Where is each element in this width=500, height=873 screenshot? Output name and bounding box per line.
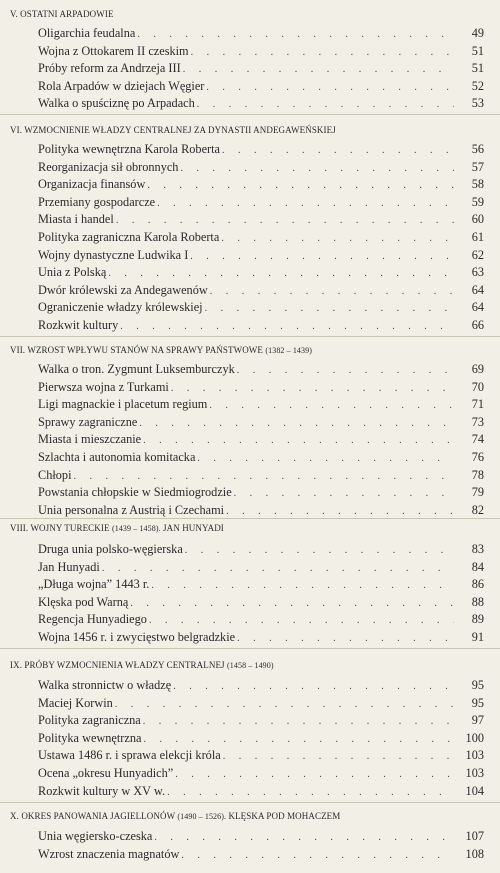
toc-entry — [38, 159, 484, 177]
chapter-title: OKRES PANOWANIA JAGIELLONÓW — [21, 811, 176, 821]
toc-entry — [38, 747, 484, 765]
dot-leader — [139, 415, 454, 433]
dot-leader — [149, 612, 454, 630]
chapter-subtitle: KLĘSKA POD MOHACZEM — [228, 811, 341, 821]
chapter-heading — [10, 9, 114, 19]
toc-entry — [38, 695, 484, 713]
dot-leader — [183, 61, 454, 79]
chapter-number: VII. — [10, 345, 26, 355]
entry-page: 103 — [465, 748, 484, 763]
dot-leader — [181, 847, 454, 865]
entry-page: 64 — [471, 300, 484, 315]
entry-page: 62 — [471, 247, 484, 262]
toc-entry — [38, 765, 484, 783]
chapter-entries — [38, 677, 484, 800]
entry-title: Próby reform za Andrzeja III — [38, 61, 181, 76]
entry-page: 84 — [471, 559, 484, 574]
dot-leader — [130, 595, 454, 613]
entry-page: 56 — [471, 142, 484, 156]
entry-title: Polityka zagraniczna Karola Roberta — [38, 229, 220, 244]
entry-title: Polityka wewnętrzna — [38, 730, 142, 745]
dot-leader — [157, 195, 454, 213]
toc-entry — [38, 299, 484, 317]
dot-leader — [180, 160, 454, 178]
section-divider — [0, 518, 500, 519]
entry-title: Ustawa 1486 r. i sprawa elekcji króla — [38, 748, 221, 763]
toc-entry — [38, 25, 484, 43]
dot-leader — [222, 142, 454, 160]
dot-leader — [237, 362, 454, 380]
entry-title: Sprawy zagraniczne — [38, 414, 138, 429]
entry-page: 79 — [471, 485, 484, 500]
entry-page: 103 — [465, 765, 484, 780]
entry-page: 76 — [471, 449, 484, 464]
toc-entry — [38, 247, 484, 265]
entry-page: 95 — [471, 695, 484, 710]
dot-leader — [116, 212, 454, 230]
dot-leader — [143, 432, 454, 450]
chapter-subtitle: JAN HUNYADI — [163, 523, 224, 533]
dot-leader — [221, 230, 454, 248]
entry-page: 108 — [465, 846, 484, 861]
entry-page: 83 — [471, 542, 484, 556]
toc-entry — [38, 467, 484, 485]
entry-page: 89 — [471, 612, 484, 627]
entry-title: Polityka wewnętrzna Karola Roberta — [38, 142, 220, 156]
toc-entry — [38, 449, 484, 467]
dot-leader — [210, 283, 454, 301]
entry-title: Organizacja finansów — [38, 177, 146, 192]
toc-entry — [38, 712, 484, 730]
entry-title: Wojna z Ottokarem II czeskim — [38, 43, 189, 58]
entry-title: Unia węgiersko-czeska — [38, 829, 153, 843]
chapter-heading — [10, 811, 340, 821]
entry-page: 78 — [471, 467, 484, 482]
entry-title: Wzrost znaczenia magnatów — [38, 846, 180, 861]
chapter-title: WZMOCNIENIE WŁADZY CENTRALNEJ ZA DYNASTII ANDEGAWEŃSKIEJ — [24, 125, 336, 135]
entry-page: 88 — [471, 594, 484, 609]
entry-title: Klęska pod Warną — [38, 594, 129, 609]
dot-leader — [151, 577, 454, 595]
dot-leader — [175, 766, 454, 784]
entry-title: Walka o tron. Zygmunt Luksemburczyk — [38, 362, 235, 376]
toc-entry — [38, 730, 484, 748]
entry-title: Unia z Polską — [38, 265, 107, 280]
entry-title: Walka o spuściznę po Arpadach — [38, 96, 195, 111]
dot-leader — [234, 485, 454, 503]
entry-title: Chłopi — [38, 467, 72, 482]
dot-leader — [205, 300, 454, 318]
entry-title: Pierwsza wojna z Turkami — [38, 379, 169, 394]
toc-entry — [38, 677, 484, 695]
dot-leader — [102, 560, 454, 578]
toc-entry — [38, 78, 484, 96]
chapter-heading — [10, 660, 274, 670]
toc-entry — [38, 611, 484, 629]
toc-entry — [38, 431, 484, 449]
toc-entry — [38, 194, 484, 212]
entry-title: Maciej Korwin — [38, 695, 113, 710]
dot-leader — [167, 784, 454, 802]
entry-title: Ocena „okresu Hunyadich” — [38, 765, 174, 780]
entry-title: Wojny dynastyczne Ludwika I — [38, 247, 189, 262]
dot-leader — [137, 26, 454, 44]
toc-entry — [38, 141, 484, 159]
toc-entry — [38, 559, 484, 577]
entry-page: 82 — [471, 502, 484, 517]
chapter-title: PRÓBY WZMOCNIENIA WŁADZY CENTRALNEJ — [24, 660, 225, 670]
chapter-number: VI. — [10, 125, 23, 135]
entry-page: 66 — [471, 317, 484, 332]
entry-page: 51 — [471, 43, 484, 58]
dot-leader — [73, 468, 454, 486]
chapter-dates: (1458 – 1490) — [227, 661, 274, 670]
chapter-entries — [38, 828, 484, 863]
toc-entry — [38, 379, 484, 397]
entry-title: Walka stronnictw o władzę — [38, 678, 172, 692]
chapter-title: OSTATNI ARPADOWIE — [20, 9, 114, 19]
dot-leader — [120, 318, 454, 336]
entry-page: 97 — [471, 713, 484, 728]
dot-leader — [223, 748, 454, 766]
chapter-entries — [38, 541, 484, 647]
dot-leader — [173, 678, 454, 696]
toc-entry — [38, 594, 484, 612]
entry-page: 74 — [471, 432, 484, 447]
entry-title: Rozkwit kultury w XV w. — [38, 783, 166, 798]
toc-entry — [38, 229, 484, 247]
chapter-heading — [10, 125, 336, 135]
toc-entry — [38, 414, 484, 432]
entry-title: Jan Hunyadi — [38, 559, 100, 574]
toc-entry — [38, 396, 484, 414]
dot-leader — [108, 265, 454, 283]
entry-title: Rozkwit kultury — [38, 317, 119, 332]
toc-entry — [38, 60, 484, 78]
toc-entry — [38, 484, 484, 502]
entry-title: Reorganizacja sił obronnych — [38, 159, 179, 174]
dot-leader — [190, 248, 454, 266]
chapter-dates: (1490 – 1526). — [177, 812, 227, 821]
entry-title: Miasta i mieszczanie — [38, 432, 142, 447]
entry-page: 73 — [471, 414, 484, 429]
chapter-title: WZROST WPŁYWU STANÓW NA SPRAWY PAŃSTWOWE — [27, 345, 263, 355]
dot-leader — [206, 79, 454, 97]
dot-leader — [191, 44, 454, 62]
chapter-number: V. — [10, 9, 18, 19]
entry-page: 91 — [471, 629, 484, 644]
entry-title: Wojna 1456 r. i zwycięstwo belgradzkie — [38, 629, 236, 644]
chapter-dates: (1439 – 1458). — [111, 524, 161, 533]
toc-entry — [38, 828, 484, 846]
toc-entry — [38, 541, 484, 559]
entry-title: Miasta i handel — [38, 212, 114, 227]
entry-title: Oligarchia feudalna — [38, 26, 136, 40]
toc-entry — [38, 317, 484, 335]
chapter-number: IX. — [10, 660, 23, 670]
dot-leader — [143, 731, 454, 749]
chapter-entries — [38, 25, 484, 113]
entry-title: Szlachta i autonomia komitacka — [38, 449, 196, 464]
entry-page: 71 — [471, 397, 484, 412]
dot-leader — [197, 96, 454, 114]
chapter-number: VIII. — [10, 523, 29, 533]
entry-page: 63 — [471, 265, 484, 280]
chapter-title: WOJNY TURECKIE — [30, 523, 110, 533]
entry-page: 57 — [471, 159, 484, 174]
toc-entry — [38, 361, 484, 379]
toc-entry — [38, 783, 484, 801]
entry-page: 69 — [471, 362, 484, 376]
entry-title: Powstania chłopskie w Siedmiogrodzie — [38, 485, 232, 500]
entry-title: Przemiany gospodarcze — [38, 194, 156, 209]
entry-page: 53 — [471, 96, 484, 111]
entry-page: 58 — [471, 177, 484, 192]
dot-leader — [115, 696, 454, 714]
entry-title: Druga unia polsko-węgierska — [38, 542, 183, 556]
toc-entry — [38, 211, 484, 229]
entry-title: „Długa wojna” 1443 r. — [38, 577, 150, 592]
dot-leader — [171, 380, 454, 398]
chapter-heading — [10, 523, 224, 533]
toc-entry — [38, 576, 484, 594]
entry-title: Regencja Hunyadiego — [38, 612, 147, 627]
entry-title: Ligi magnackie i placetum regium — [38, 397, 208, 412]
dot-leader — [154, 829, 454, 847]
entry-title: Dwór królewski za Andegawenów — [38, 282, 208, 297]
chapter-entries — [38, 361, 484, 519]
entry-page: 64 — [471, 282, 484, 297]
section-divider — [0, 114, 500, 115]
toc-entry — [38, 176, 484, 194]
dot-leader — [147, 177, 454, 195]
chapter-entries — [38, 141, 484, 335]
dot-leader — [237, 630, 454, 648]
dot-leader — [197, 450, 454, 468]
entry-page: 52 — [471, 78, 484, 93]
entry-page: 60 — [471, 212, 484, 227]
toc-entry — [38, 95, 484, 113]
toc-entry — [38, 264, 484, 282]
entry-page: 49 — [471, 26, 484, 40]
entry-page: 61 — [471, 229, 484, 244]
entry-page: 104 — [465, 783, 484, 798]
entry-page: 107 — [465, 829, 484, 843]
toc-entry — [38, 846, 484, 864]
entry-page: 86 — [471, 577, 484, 592]
entry-page: 95 — [471, 678, 484, 692]
entry-page: 100 — [465, 730, 484, 745]
entry-title: Polityka zagraniczna — [38, 713, 141, 728]
entry-title: Unia personalna z Austrią i Czechami — [38, 502, 225, 517]
dot-leader — [143, 713, 454, 731]
entry-title: Ograniczenie władzy królewskiej — [38, 300, 203, 315]
toc-entry — [38, 629, 484, 647]
entry-page: 59 — [471, 194, 484, 209]
dot-leader — [185, 542, 454, 560]
entry-page: 51 — [471, 61, 484, 76]
toc-entry — [38, 43, 484, 61]
entry-title: Rola Arpadów w dziejach Węgier — [38, 78, 205, 93]
toc-entry — [38, 282, 484, 300]
chapter-heading — [10, 345, 312, 355]
toc-entry — [38, 502, 484, 520]
section-divider — [0, 336, 500, 337]
chapter-number: X. — [10, 811, 19, 821]
chapter-dates: (1382 – 1439) — [265, 346, 312, 355]
section-divider — [0, 802, 500, 803]
entry-page: 70 — [471, 379, 484, 394]
dot-leader — [209, 397, 454, 415]
section-divider — [0, 648, 500, 649]
